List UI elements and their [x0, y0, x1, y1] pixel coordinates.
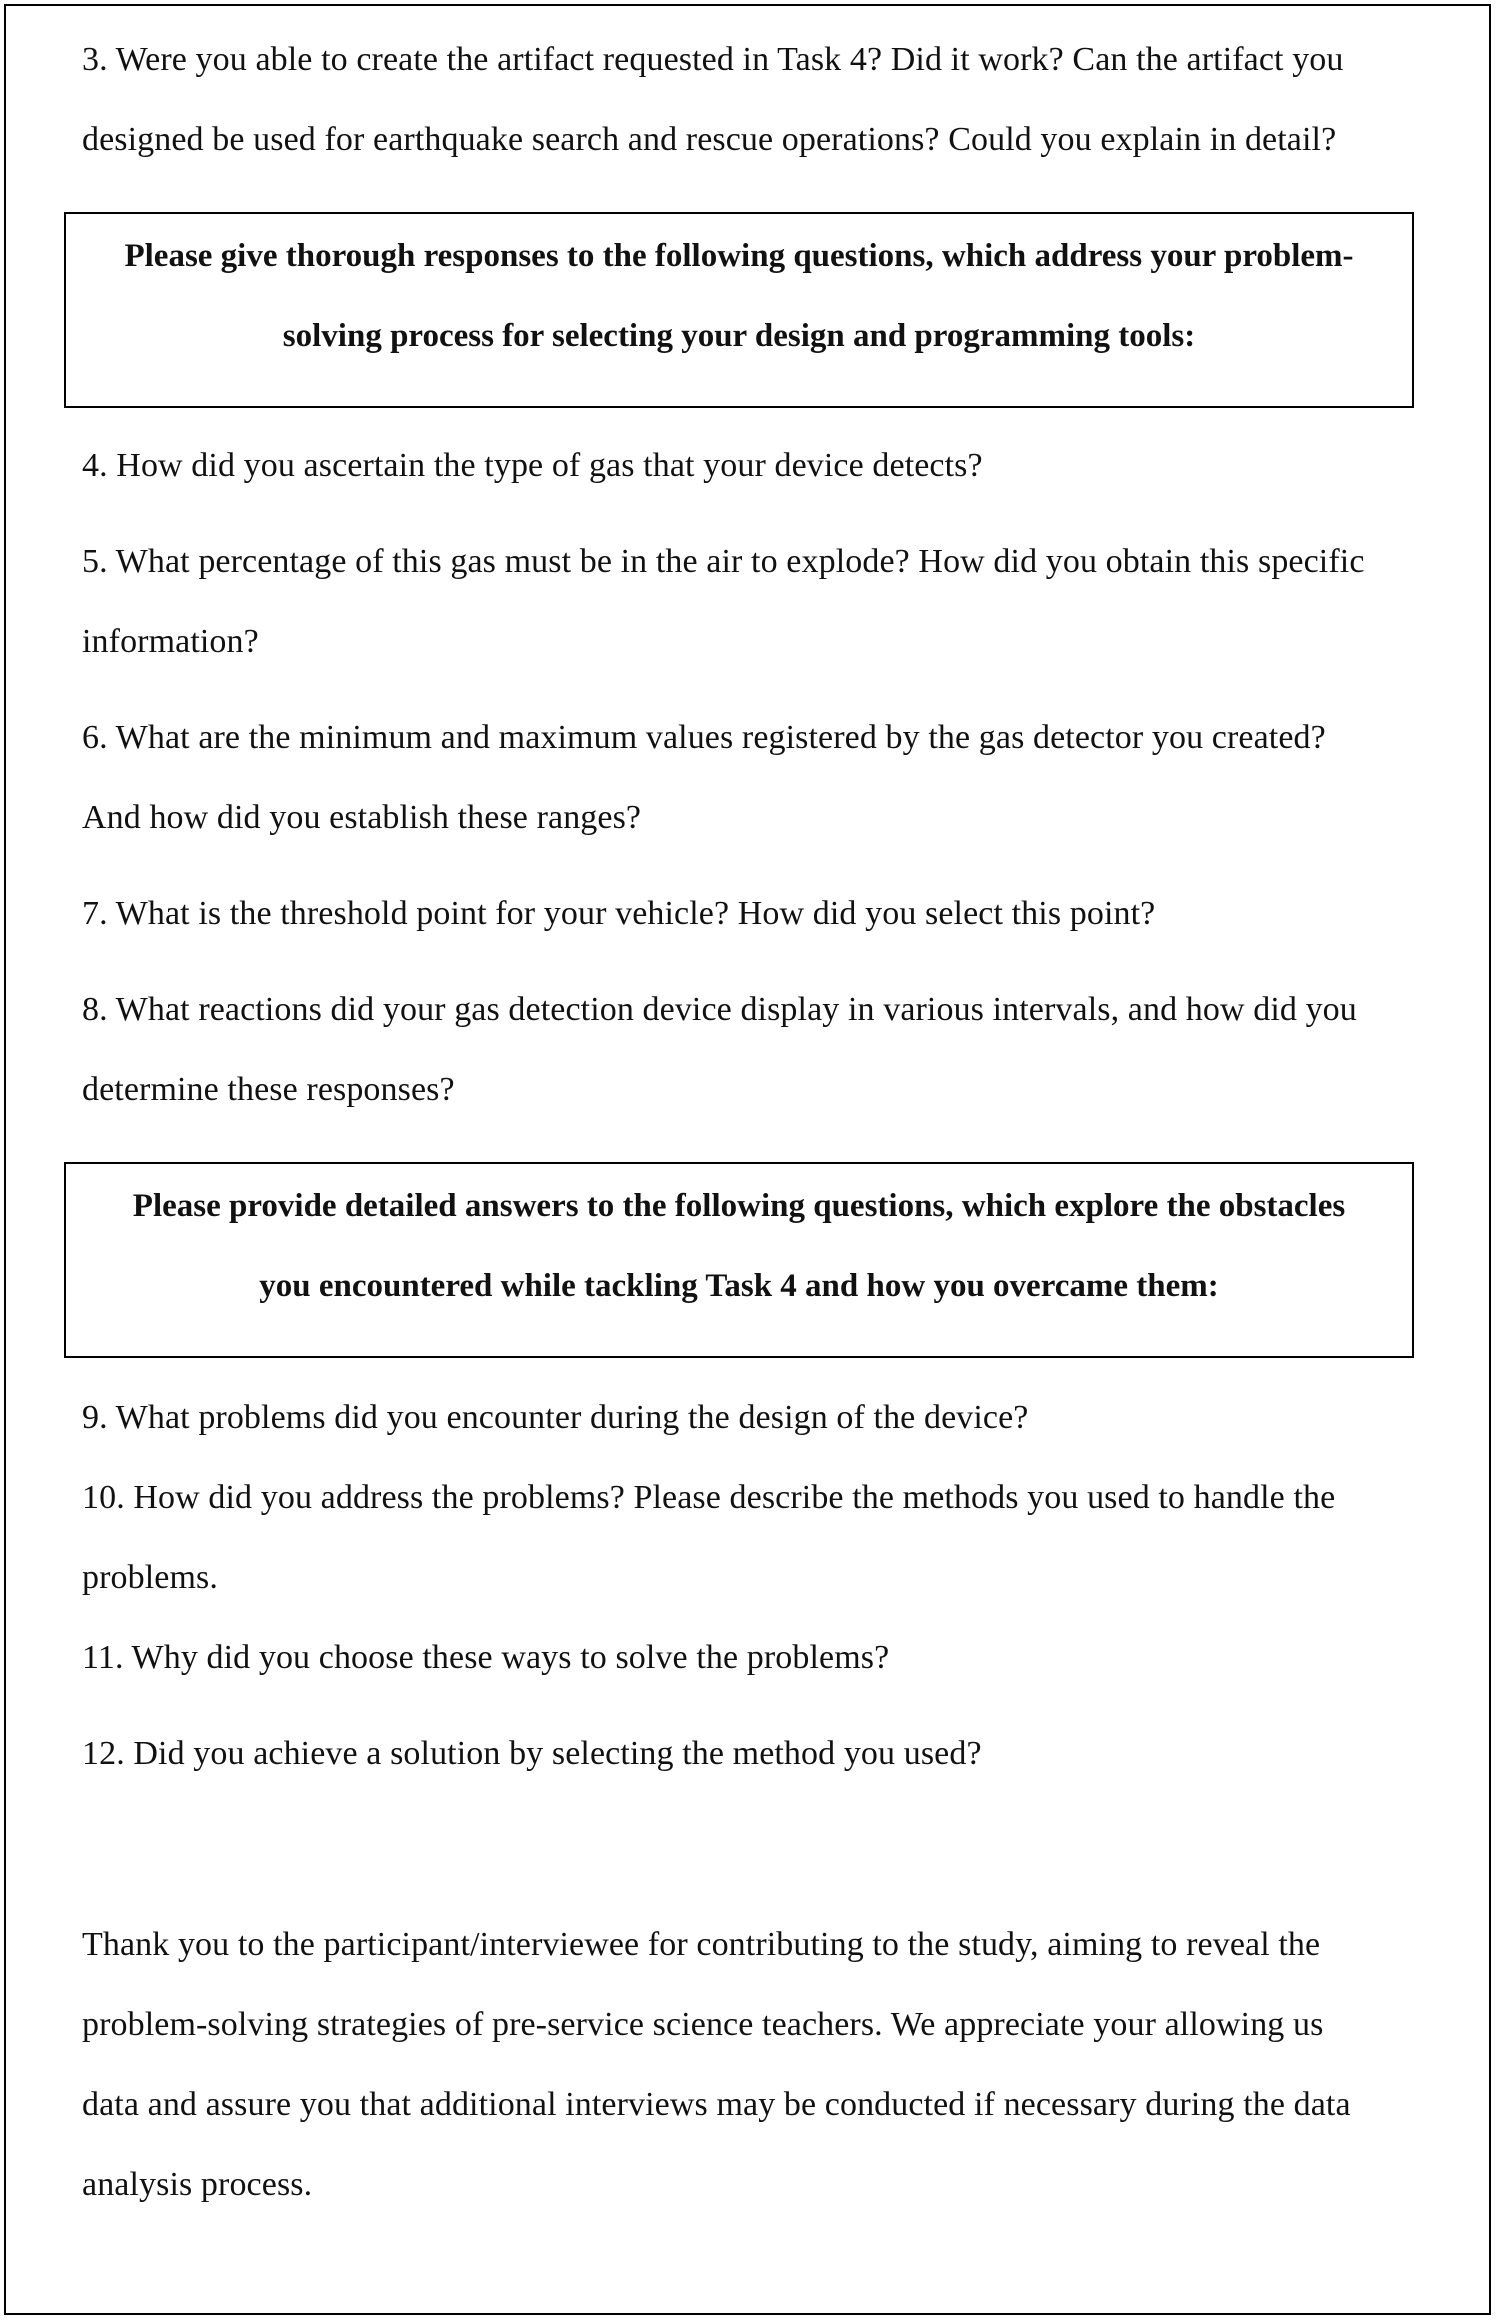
- section-box-obstacles-line-1: Please provide detailed answers to the following questions, which explore the obstacles: [132, 1188, 1346, 1224]
- question-10-line-2: problems.: [82, 1559, 218, 1596]
- question-5-line-2: information?: [82, 623, 259, 660]
- question-3-line-1: 3. Were you able to create the artifact requested in Task 4? Did it work? Can the artifact you: [82, 41, 1344, 78]
- question-4-line-1: 4. How did you ascertain the type of gas that your device detects?: [82, 447, 983, 484]
- closing-line-3: data and assure you that additional interviews may be conducted if necessary during the data: [82, 2086, 1351, 2123]
- closing-line-4: analysis process.: [82, 2166, 313, 2203]
- section-box-problem-solving-line-1: Please give thorough responses to the following questions, which address your problem-: [124, 238, 1354, 274]
- question-5-line-1: 5. What percentage of this gas must be in the air to explode? How did you obtain this specific: [82, 543, 1365, 580]
- question-8-line-1: 8. What reactions did your gas detection device display in various intervals, and how did you: [82, 991, 1357, 1028]
- question-6-line-1: 6. What are the minimum and maximum values registered by the gas detector you created?: [82, 719, 1326, 756]
- section-box-obstacles: [64, 1162, 1414, 1358]
- section-box-obstacles-line-2: you encountered while tackling Task 4 and how you overcame them:: [259, 1268, 1219, 1304]
- question-12-line-1: 12. Did you achieve a solution by selecting the method you used?: [82, 1735, 982, 1772]
- section-box-problem-solving-line-2: solving process for selecting your design and programming tools:: [282, 318, 1196, 354]
- section-box-problem-solving: [64, 212, 1414, 408]
- question-10-line-1: 10. How did you address the problems? Please describe the methods you used to handle the: [82, 1479, 1336, 1516]
- question-3-line-2: designed be used for earthquake search and rescue operations? Could you explain in detail?: [82, 121, 1337, 158]
- closing-line-2: problem-solving strategies of pre-service science teachers. We appreciate your allowing us: [82, 2006, 1324, 2043]
- question-9-line-1: 9. What problems did you encounter during the design of the device?: [82, 1399, 1029, 1436]
- question-7-line-1: 7. What is the threshold point for your vehicle? How did you select this point?: [82, 895, 1156, 932]
- question-8-line-2: determine these responses?: [82, 1071, 455, 1108]
- question-6-line-2: And how did you establish these ranges?: [82, 799, 642, 836]
- document-frame: [4, 4, 1491, 2315]
- question-11-line-1: 11. Why did you choose these ways to solve the problems?: [82, 1639, 890, 1676]
- closing-line-1: Thank you to the participant/interviewee for contributing to the study, aiming to reveal the: [82, 1926, 1321, 1963]
